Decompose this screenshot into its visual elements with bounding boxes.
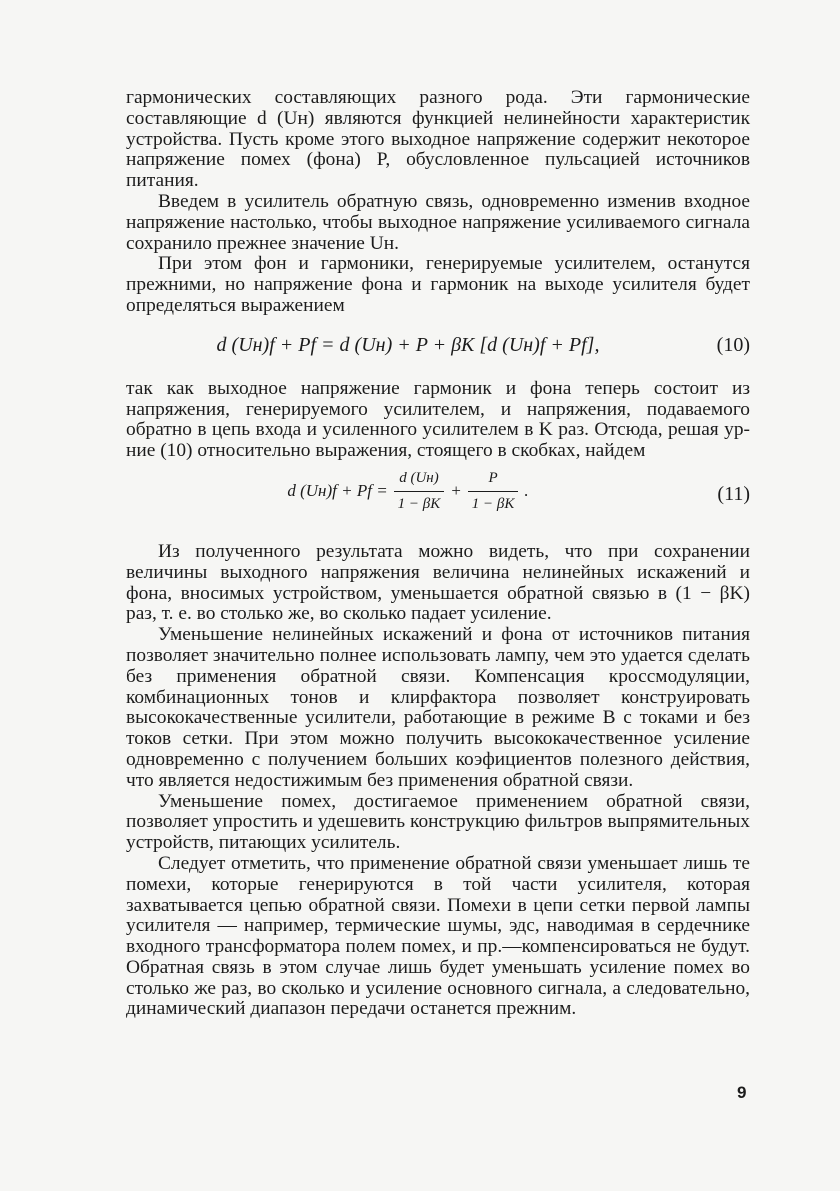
page-body (126, 88, 750, 1020)
formula-11 (126, 462, 750, 542)
paragraph: Из полученного результата можно видеть, что при сохранении величины выходного напряжения величина нелинейных искажений и фона, вносимых устройством, уменьшается обратной связью в (1 − βK) раз, т. е. во столько же, во сколько падает усиление. (126, 540, 750, 625)
formula-11-end: . (524, 480, 529, 500)
fraction-denominator: 1 − βK (394, 491, 445, 515)
formula-11-expression (126, 468, 690, 515)
paragraph: Уменьшение помех, достигаемое применением обратной связи, позволяет упростить и удешевить конструкцию фильтров выпрямительных устройств, питающих усилитель. (126, 790, 750, 854)
page-number: 9 (737, 1083, 747, 1102)
formula-11-plus: + (450, 480, 462, 500)
formula-11-fraction-1 (394, 468, 445, 515)
formula-10-expression: d (Uн)f + Pf = d (Uн) + P + βK [d (Uн)f + Pf], (216, 333, 600, 356)
formula-11-lhs: d (Uн)f + Pf = (287, 480, 388, 500)
paragraph: При этом фон и гармоники, генерируемые усилителем, останутся прежними, но напряжение фона и гармоник на выходе усилителя будет определяться выражением (126, 253, 750, 316)
formula-10 (126, 317, 750, 379)
paragraph: гармонических составляющих разного рода. Эти гармонические составляющие d (Uн) являются функцией нелинейности характеристик устройства. Пусть кроме этого выходное напряжение содержит некоторое напряжение помех (фона) P, обусловленное пульсацией источников питания. (126, 87, 750, 192)
paragraph: Уменьшение нелинейных искажений и фона от источников питания позволяет значительно полнее использовать лампу, чем это удается сделать без применения обратной связи. Компенсация кроссмодуляции, комбинационных тонов и клирфактора позволяет конструировать высококачественные усилители, работающие в режиме B с токами и без токов сетки. При этом можно получить высококачественное усиление одновременно с получением больших коэфициентов полезного действия, что является недостижимым без применения обратной связи. (126, 624, 750, 791)
paragraph: Введем в усилитель обратную связь, одновременно изменив входное напряжение настолько, чтобы выходное напряжение усиливаемого сигнала сохранило прежнее значение Uн. (126, 190, 750, 254)
formula-10-number: (10) (716, 333, 750, 356)
formula-11-number: (11) (717, 482, 750, 505)
formula-11-fraction-2 (468, 468, 519, 515)
fraction-numerator: d (Uн) (399, 469, 439, 486)
fraction-denominator: 1 − βK (468, 491, 519, 515)
fraction-numerator: P (488, 469, 498, 486)
paragraph: Следует отметить, что применение обратной связи уменьшает лишь те помехи, которые генерируются в той части усилителя, которая захватывается цепью обратной связи. Помехи в цепи сетки первой лампы усилителя — например, термические шумы, эдс, наводимая в сердечнике входного трансформатора полем помех, и пр.—компенсироваться не будут. Обратная связь в этом случае лишь будет уменьшать усиление помех во столько же раз, во сколько и усиление основного сигнала, а следовательно, динамический диапазон передачи останется прежним. (126, 852, 750, 1020)
paragraph: так как выходное напряжение гармоник и фона теперь состоит из напряжения, генерируемого усилителем, и напряжения, подаваемого обратно в цепь входа и усиленного усилителем в K раз. Отсюда, решая ур-ние (10) относительно выражения, стоящего в скобках, найдем (126, 377, 750, 462)
